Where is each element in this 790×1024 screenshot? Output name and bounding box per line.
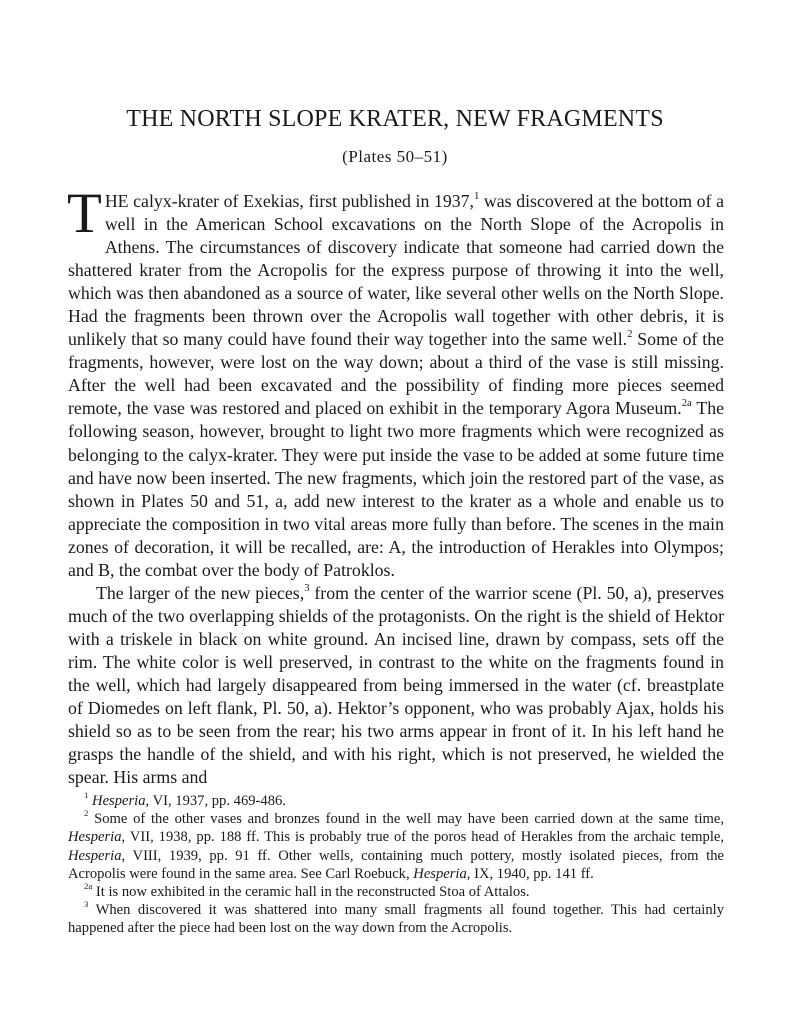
drop-cap: T — [67, 182, 102, 245]
footnote-3-mark: 3 — [84, 899, 89, 910]
paragraph-1-text-4: The following season, however, brought to light two more fragments which were recognized as belonging to the calyx-krater. They were put inside the vase to be added at some future time and have now been inserted. The new fragments, which join the restored part of the vase, as shown in Plates 50 and 51, a, add new interest to the krater as a whole and enable us to appreciate the composition in two vital areas more fully than before. The scenes in the main zones of decoration, it will be recalled, are: A, the introduction of Herakles into Olympos; and B, the combat over the body of Patroklos. — [68, 398, 724, 580]
footnote-2-journal-3: Hesperia — [413, 865, 467, 882]
paragraph-1-text-2: was discovered at the bottom of a well in the American School excavations on the North Slope of the Acropolis in Athens. The circumstances of discovery indicate that someone had carried down the shattered krater from the Acropolis for the express purpose of throwing it into the well, which was then abandoned as a source of water, like several other wells on the North Slope. Had the fragments been thrown over the Acropolis wall together with other debris, it is unlikely that so many could have found their way together into the same well. — [68, 191, 724, 350]
plates-subtitle: (Plates 50–51) — [342, 147, 448, 166]
footnote-2-journal-1: Hesperia — [68, 829, 122, 846]
article-body — [67, 182, 724, 789]
footnote-2a — [68, 883, 724, 901]
footnote-2-text-c: , VIII, 1939, pp. 91 ff. Other wells, containing much pottery, mostly isolated pieces, from the Acropolis were found in the same area. See Carl Roebuck, — [68, 847, 724, 882]
footnote-2-text-a: Some of the other vases and bronzes found in the well may have been carried down at the same time, — [88, 811, 724, 828]
footnote-2-text-d: , IX, 1940, pp. 141 ff. — [466, 865, 594, 882]
footnote-2a-text: It is now exhibited in the ceramic hall in the reconstructed Stoa of Attalos. — [92, 884, 530, 901]
footnote-1-mark: 1 — [84, 790, 89, 801]
paragraph-2 — [68, 582, 724, 789]
footnote-2-journal-2: Hesperia — [68, 847, 122, 864]
footnote-3-text: When discovered it was shattered into many small fragments all found together. This had certainly happened after the piece had been lost on the way down from the Acropolis. — [68, 902, 724, 937]
footnote-ref-1[interactable]: 1 — [473, 190, 480, 203]
footnote-1 — [68, 792, 724, 810]
footnotes — [68, 792, 724, 938]
paragraph-1-text-1: HE calyx-krater of Exekias, first published in 1937, — [104, 191, 474, 211]
footnote-ref-2a[interactable]: 2a — [681, 397, 692, 410]
footnote-2a-mark: 2a — [84, 881, 93, 892]
footnote-2-mark: 2 — [84, 808, 89, 819]
footnote-2 — [68, 810, 724, 883]
footnote-ref-3[interactable]: 3 — [304, 581, 310, 594]
footnote-1-journal: Hesperia — [92, 793, 146, 809]
footnote-3 — [68, 901, 724, 937]
paragraph-1-text-3: Some of the fragments, however, were lost on the way down; about a third of the vase is still missing. After the well had been excavated and the possibility of finding more pieces seemed remote, the vase was restored and placed on exhibit in the temporary Agora Museum. — [68, 329, 724, 419]
footnote-2-text-b: , VII, 1938, pp. 188 ff. This is probably true of the poros head of Herakles from the archaic temple, — [121, 829, 724, 846]
paragraph-1 — [67, 182, 724, 582]
paragraph-2-text-2: from the center of the warrior scene (Pl. 50, a), preserves much of the two overlapping shields of the protagonists. On the right is the shield of Hektor with a triskele in black on white ground. An incised line, drawn by compass, sets off the rim. The white color is well preserved, in contrast to the white on the fragments found in the well, which had largely disappeared from being immersed in the water (cf. breastplate of Diomedes on left flank, Pl. 50, a). Hektor’s opponent, who was probably Ajax, holds his shield so as to be seen from the rear; his two arms appear in front of it. In his left hand he grasps the handle of the shield, and with his right, which is not preserved, he wielded the spear. His arms and — [68, 582, 724, 788]
footnote-ref-2[interactable]: 2 — [627, 328, 633, 341]
article-title: THE NORTH SLOPE KRATER, NEW FRAGMENTS — [126, 106, 664, 132]
footnote-1-text: , VI, 1937, pp. 469-486. — [145, 793, 286, 809]
paragraph-2-text-1: The larger of the new pieces, — [96, 582, 305, 603]
